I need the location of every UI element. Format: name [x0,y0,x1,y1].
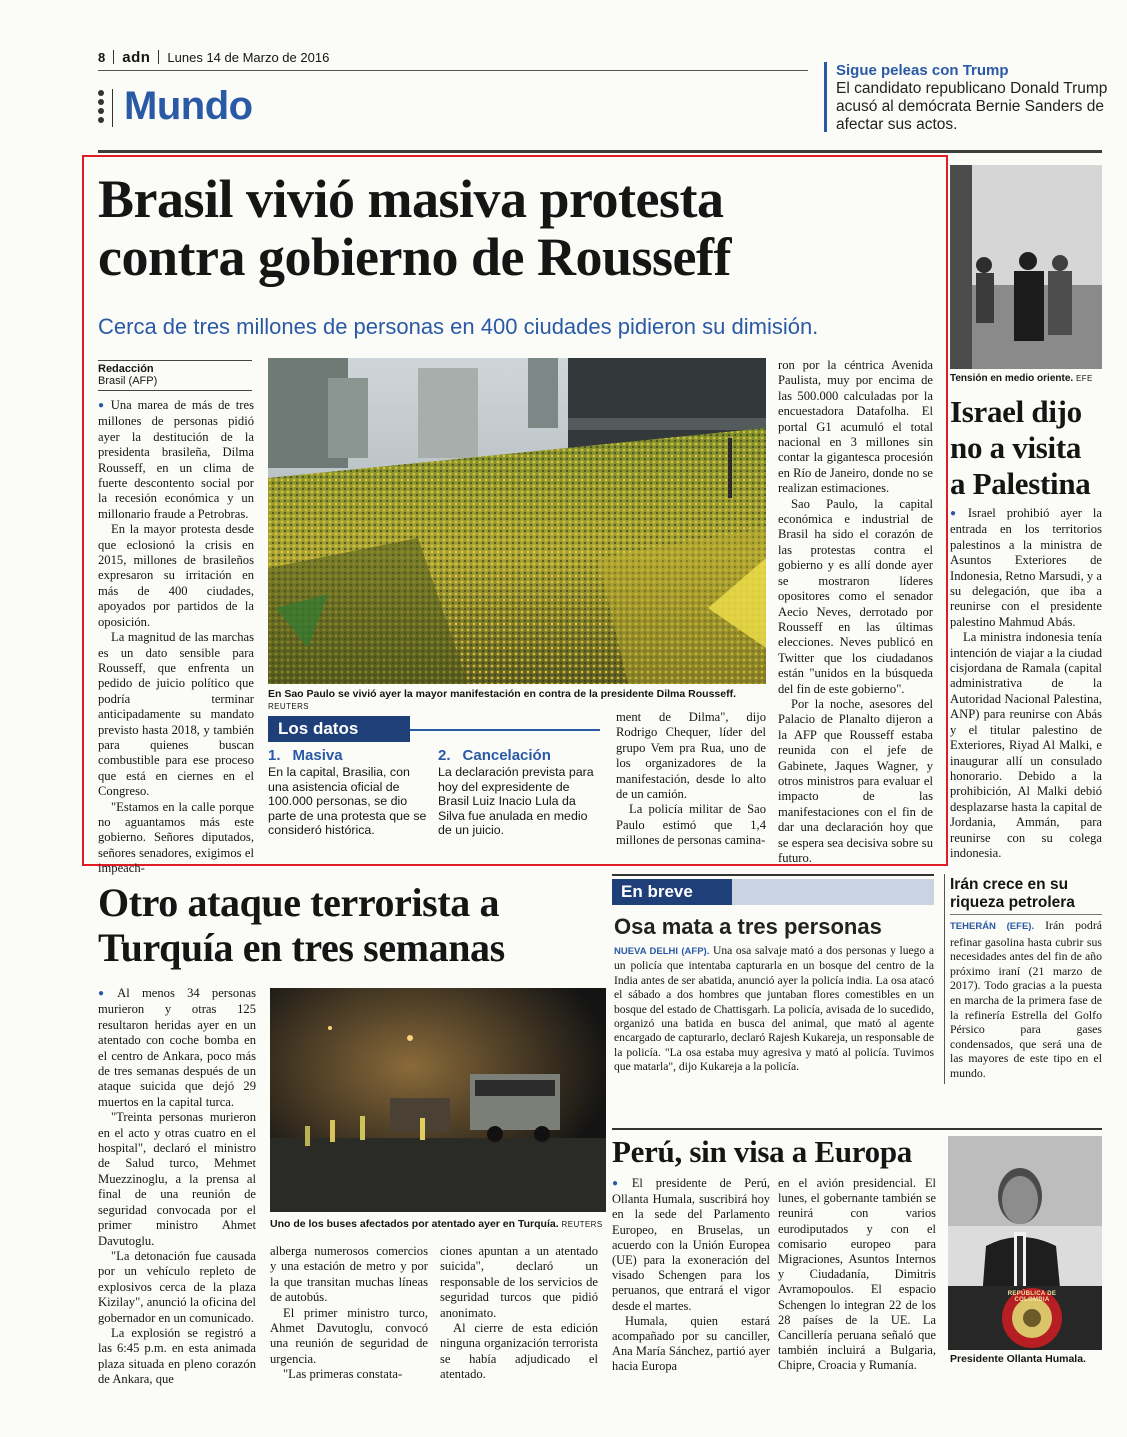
turkey-caption-text: Uno de los buses afectados por atentado ayer en Turquía. [270,1218,559,1230]
humala-photo [948,1136,1102,1350]
main-col1-p1: ● Una marea de más de tres millones de personas pidió ayer la destitución de la presidenta brasileña, Dilma Rousseff, en un clima de fuerte descontento social por la recesión económica y un millonario fraude a Petrobras. [98,398,254,522]
peru-col2 [778,1176,936,1373]
data-box [268,712,608,842]
israel-headline [950,394,1106,502]
peru-col2-p1: en el avión presidencial. El lunes, el gobernante también se reunirá con varios eurodiputados y con el comisario europeo para Migraciones, Asuntos Internos y Ciudadanía, Dimitris Avramopoulos. El espacio Schengen lo integran 22 de los 28 países de la UE. La Cancillería peruana señaló que también incluirá a Bulgaria, Chipre, Croacia y Rumanía. [778,1176,936,1373]
main-col3-p3: Por la noche, asesores del Palacio de Planalto dijeron a la AFP que Rousseff estaba reunida con el jefe de Gabinete, Jaques Wagner, y otros ministros para evaluar el impacto de las manifestaciones con el fin de dar una declaración hoy que se espera sea decisiva sobre su futuro. [778,696,933,865]
turkey-col3 [440,1244,598,1382]
main-col2-p1: ment de Dilma", dijo Rodrigo Chequer, líder del grupo Vem pra Rua, uno de los organizadores de la manifestación, desde lo alto de un camión. [616,710,766,802]
main-deck: Cerca de tres millones de personas en 400 ciudades pidieron su dimisión. [98,314,819,339]
brand-logo: adn [122,48,151,66]
iran-headline-line1: Irán crece en su [950,876,1069,893]
data-item2-num: 2. [438,747,451,764]
peru-col1-p2: Humala, quien estará acompañado por su canciller, Ana María Sánchez, partió ayer hacia Europa [612,1313,770,1374]
brief-label: En breve [612,879,732,905]
brief-text: Una osa salvaje mató a dos personas y luego a un policía que intentaba capturarla en un bosque del centro de la India antes de ser abatida, anunció ayer la policía india. La osa atacó el sábado a dos hombres que juntaban flores comestibles en un bosque del estado de Chattisgarh. La policía, avisada de lo sucedido, organizó una batida en busca del animal, que mató al agente encargado de capturarlo, declaró Rajesh Kukareja, un responsable de la policía. "La osa estaba muy agresiva y mató al policía. Tuvimos que matarla", dijo Kukareja a la policía. [614,944,934,1074]
turkey-photo-caption [270,1218,606,1230]
main-headline-line1: Brasil vivió masiva protesta [98,169,724,229]
peru-headline: Perú, sin visa a Europa [612,1134,912,1169]
main-col2 [616,710,766,848]
protest-caption-text: En Sao Paulo se vivió ayer la mayor manifestación en contra de la presidente Dilma Rousseff. [268,688,736,700]
israel-headline-line1: Israel dijo [950,394,1082,429]
section-title: Mundo [124,84,253,128]
turkey-col2 [270,1244,428,1382]
iran-dateline: TEHERÁN (EFE). [950,921,1035,932]
page-header [98,47,329,67]
turkey-col1-p1: ● Al menos 34 personas murieron y otras 125 resultaron heridas ayer en un atentado con coche bomba en el centro de Ankara, poco más de tres semanas después de un ataque suicida que dejó 29 muertos en la capital turca. [98,986,256,1110]
israel-photo-credit: EFE [1075,374,1093,383]
data-item2-title: Cancelación [462,747,551,764]
byline-place: Brasil (AFP) [98,375,158,387]
turkey-headline [98,880,608,970]
turkey-col3-p1: ciones apuntan a un atentado suicida", declaró un responsable de los servicios de seguridad turcos que pidió anonimato. [440,1244,598,1320]
turkey-photo-credit: REUTERS [561,1220,603,1229]
turkey-headline-line2: Turquía en tres semanas [98,925,505,970]
israel-headline-line2: no a visita [950,430,1082,465]
seal-text: REPÚBLICA DE COLOMBIA [1007,1291,1057,1303]
byline-name: Redacción [98,363,154,375]
promo-text: El candidato republicano Donald Trump acusó al demócrata Bernie Sanders de afectar sus actos. [836,80,1108,133]
israel-p1: ● Israel prohibió ayer la entrada en los territorios palestinos a la ministra de Asuntos Exteriores de Indonesia, Retno Marsudi, y a su delegación, que iba a reunirse con el presidente palestino Mahmud Abás. [950,506,1102,630]
turkey-col1-p3: "La detonación fue causada por un vehículo repleto de explosivos cerca de la plaza Kizilay", anunció la oficina del gobernador en un comunicado. [98,1248,256,1325]
brief-headline: Osa mata a tres personas [614,914,882,939]
israel-photo [950,165,1102,369]
page-date: Lunes 14 de Marzo de 2016 [167,49,330,65]
main-col1-p2: En la mayor protesta desde que eclosionó la crisis en 2015, millones de brasileños expresaron su irritación en más de 400 ciudades, apoyados por partidos de la oposición. [98,522,254,629]
data-box-title: Los datos [268,716,410,742]
main-headline [98,170,938,286]
israel-caption-text: Tensión en medio oriente. [950,373,1074,384]
israel-body [950,506,1102,860]
main-col2-p2: La policía militar de Sao Paulo estimó que 1,4 millones de personas camina- [616,802,766,848]
peru-col1-p1: ● El presidente de Perú, Ollanta Humala, suscribirá hoy en la sede del Parlamento Europeo, en Bruselas, un acuerdo con la Unión Europea (UE) para la exoneración del visado Schengen para los peruanos, que entrará el vigor desde el martes. [612,1176,770,1314]
data-item1-num: 1. [268,747,281,764]
main-col1 [98,398,254,876]
brief-body [614,944,934,1084]
turkey-col3-p2: Al cierre de esta edición ninguna organización terrorista se había adjudicado el atentado. [440,1321,598,1382]
turkey-col1 [98,986,256,1387]
main-col1-p3: La magnitud de las marchas es un dato sensible para Rousseff, que enfrenta un pedido de juicio político que podría terminar anticipadamente su mandato previsto hasta 2018, y también para quienes buscan combustible para ese proceso que está en ciernes en el Congreso. [98,630,254,799]
byline [98,363,157,387]
page-number: 8 [98,49,106,65]
main-col3-p1: ron por la céntrica Avenida Paulista, muy por encima de las 500.000 calculadas por la encuestadora Datafolha. El portal G1 acumuló el total nacional en 3 millones sin contar la gigantesca procesión en Río de Janeiro, donde no se realizan estimaciones. [778,358,933,496]
israel-photo-caption [950,373,1102,384]
iran-headline [950,876,1102,912]
main-headline-line2: contra gobierno de Rousseff [98,227,731,287]
iran-body [950,918,1102,1082]
turkey-col2-p3: "Las primeras constata- [283,1367,403,1382]
turkey-photo [270,988,606,1212]
brief-dateline: NUEVA DELHI (AFP). [614,946,710,957]
protest-photo [268,358,766,684]
protest-photo-caption [268,688,768,712]
data-item1-text: En la capital, Brasilia, con una asistencia oficial de 100.000 personas, se dio parte de una protesta que se consideró histórica. [268,765,427,837]
israel-p2: La ministra indonesia tenía intención de viajar a la ciudad cisjordana de Ramala (capital administrativa de la Autoridad Nacional Palestina, ANP) para reunirse con Abás y el titular palestino de Exteriores, Riyad Al Malki, e inaugurar allí un consulado honorario. Debido a la prohibición, Al Malki debió desplazarse hasta la capital de Jordania, Ammán, para reunirse con su colega indonesia. [950,630,1102,860]
promo-title: Sigue peleas con Trump [836,62,1009,79]
iran-headline-line2: riqueza petrolera [950,894,1075,911]
turkey-col1-p2: "Treinta personas murieron en el acto y otras cuatro en el hospital", declaró el ministro de Salud turco, Mehmet Muezzinoglu, a la prensa al final de una reunión de seguridad convocada por el primer ministro Ahmet Davutoglu. [98,1110,256,1248]
section-dots [98,90,106,123]
main-col3 [778,358,933,865]
turkey-col1-p4: La explosión se registró a las 6:45 p.m. en esta animada plaza situada en pleno corazón de Ankara, que [98,1325,256,1387]
main-col3-p2: Sao Paulo, la capital económica e industrial de Brasil ha sido el corazón de las protestas contra el gobierno y es allí donde ayer se mostraron líderes opositores como el senador Aecio Neves, derrotado por Rousseff en las últimas elecciones. Neves publicó en Twitter que los ciudadanos están "unidos en la búsqueda del fin de este gobierno". [778,496,933,696]
iran-text: Irán podrá refinar gasolina hasta cubrir sus necesidades antes del fin de año próximo iraní (21 marzo de 2017). Todo gracias a la puesta en marcha de la primera fase de la refinería Estrella del Golfo Pérsico para gases condensados, que será una de las mayores de este tipo en el mundo. [950,918,1102,1080]
turkey-headline-line1: Otro ataque terrorista a [98,880,500,925]
turkey-col2-p2: El primer ministro turco, Ahmet Davutoglu, convocó una reunión de seguridad de urgencia. [270,1305,428,1366]
peru-col1 [612,1176,771,1374]
israel-headline-line3: a Palestina [950,466,1091,501]
turkey-col2-p1: alberga numerosos comercios y una estación de metro y por la que transitan muchas líneas de autobús. [270,1244,428,1305]
humala-photo-caption: Presidente Ollanta Humala. [950,1353,1086,1365]
main-col1-p4: "Estamos en la calle porque no aguantamos más este gobierno. Señores diputados, señores senadores, exigimos el impeach- [98,799,254,876]
protest-photo-credit: REUTERS [268,702,310,711]
data-item2-text: La declaración prevista para hoy del expresidente de Brasil Luiz Inacio Lula da Silva fue anulada en medio de un juicio. [438,765,594,837]
data-item1-title: Masiva [292,747,343,764]
